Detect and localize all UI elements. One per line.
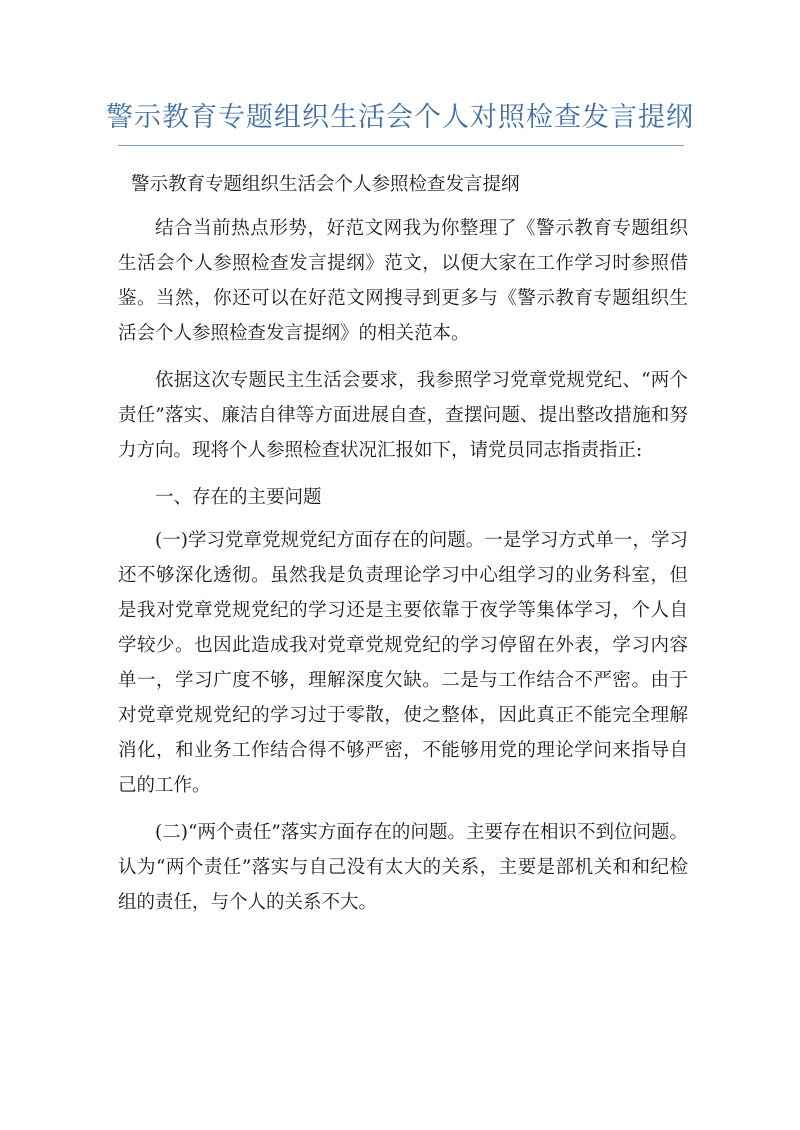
- section-heading: 一、存在的主要问题: [155, 487, 322, 508]
- document-title: 警示教育专题组织生活会个人对照检查发言提纲: [106, 102, 694, 133]
- purpose-paragraph: 依据这次专题民主生活会要求，我参照学习党章党规党纪、“两个责任”落实、廉洁自律等方面进展自查，查摆问题、提出整改措施和努力方向。现将个人参照检查状况汇报如下，请党员同志指责指正:: [118, 370, 688, 461]
- document-body: [118, 211, 688, 932]
- intro-paragraph: 结合当前热点形势，好范文网我为你整理了《警示教育专题组织生活会个人参照检查发言提纲》范文，以便大家在工作学习时参照借鉴。当然，你还可以在好范文网搜寻到更多与《警示教育专题组织生活会个人参照检查发言提纲》的相关范本。: [118, 218, 688, 344]
- problem-paragraph-2: (二)“两个责任”落实方面存在的问题。主要存在相识不到位问题。认为“两个责任”落实与自己没有太大的关系，主要是部机关和和纪检组的责任，与个人的关系不大。: [118, 822, 688, 913]
- document-subtitle: 警示教育专题组织生活会个人参照检查发言提纲: [131, 174, 520, 195]
- problem-paragraph-1: (一)学习党章党规党纪方面存在的问题。一是学习方式单一，学习还不够深化透彻。虽然我是负责理论学习中心组学习的业务科室，但是我对党章党规党纪的学习还是主要依靠于夜学等集体学习，个人自学较少。也因此造成我对党章党规党纪的学习停留在外表，学习内容单一，学习广度不够，理解深度欠缺。二是与工作结合不严密。由于对党章党规党纪的学习过于零散，使之整体，因此真正不能完全理解消化，和业务工作结合得不够严密，不能够用党的理论学问来指导自己的工作。: [118, 530, 688, 796]
- title-underline: [118, 145, 684, 146]
